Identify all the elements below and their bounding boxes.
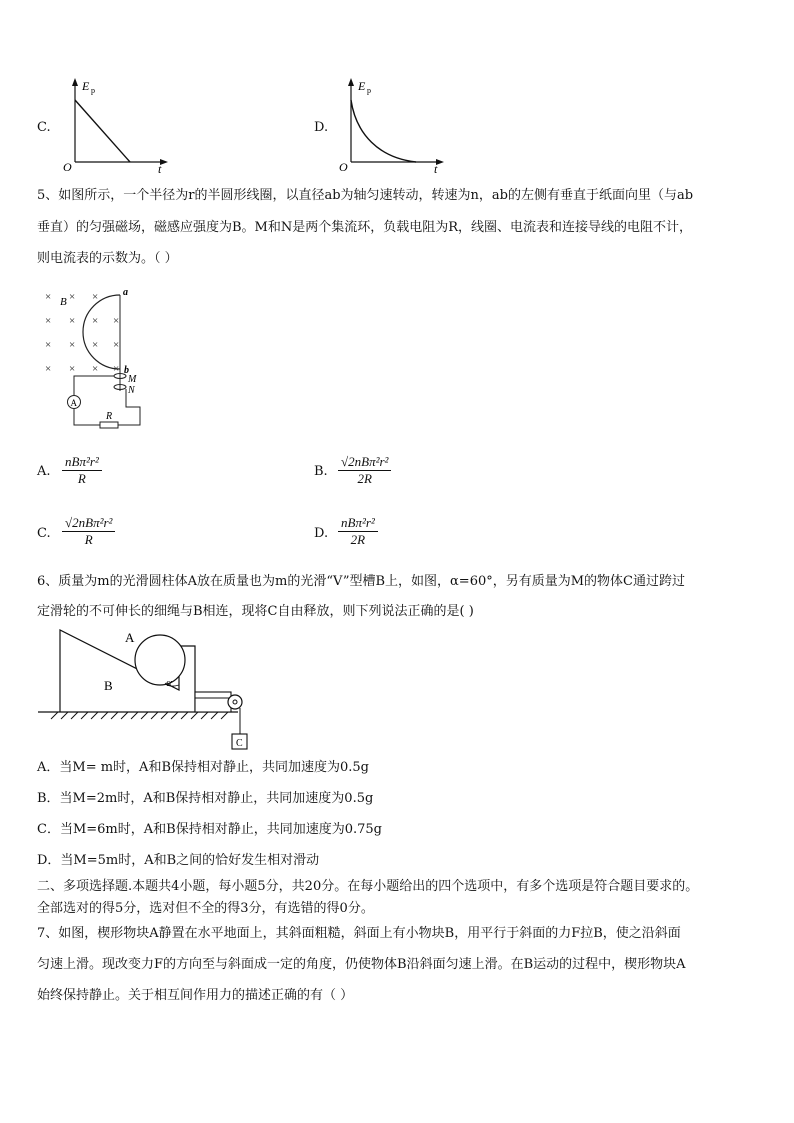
angle-alpha-label: α	[166, 677, 172, 689]
q7-line2: 匀速上滑。现改变力F的方向至与斜面成一定的角度，仍使物体B沿斜面匀速上滑。在B运动的过程中，楔形物块A	[37, 957, 686, 972]
section2-line2: 全部选对的得5分，选对但不全的得3分，有选错的得0分。	[37, 901, 374, 916]
resistor-label: R	[106, 411, 113, 422]
svg-text:×: ×	[45, 291, 52, 303]
q5-stem-line2: 垂直）的匀强磁场，磁感应强度为B。M和N是两个集流环，负载电阻为R，线圈、电流表和连接导线的电阻不计，	[37, 220, 693, 235]
svg-text:×: ×	[113, 339, 120, 351]
graph-d	[334, 74, 452, 174]
graph-c-ylabel: E	[82, 79, 90, 93]
q6-stem-line2: 定滑轮的不可伸长的细绳与B相连，现将C自由释放，则下列说法正确的是( )	[37, 604, 474, 619]
q6-figure	[38, 626, 258, 754]
magnetic-field-crosses	[45, 291, 119, 375]
q6-option-d[interactable]: D．当M=5m时，A和B之间的恰好发生相对滑动	[37, 853, 320, 868]
graph-d-ylabel: E	[358, 79, 366, 93]
label-N: N	[128, 385, 135, 396]
q5-option-c-fraction: √2nBπ²r² R	[62, 515, 115, 548]
svg-text:×: ×	[113, 363, 120, 375]
q5-option-d-label[interactable]: D.	[314, 526, 329, 541]
q5-option-a-fraction: nBπ²r² R	[62, 454, 102, 487]
label-b: b	[124, 365, 129, 376]
svg-text:×: ×	[45, 339, 52, 351]
graph-d-origin: O	[339, 160, 348, 174]
svg-text:×: ×	[92, 363, 99, 375]
ammeter-label: A	[70, 398, 77, 408]
q5-stem-line1: 5、如图所示，一个半径为r的半圆形线圈，以直径ab为轴匀速转动，转速为n，ab的左侧有垂直于纸面向里（与ab	[37, 188, 694, 203]
svg-text:×: ×	[92, 315, 99, 327]
q5-option-c-label[interactable]: C.	[37, 526, 51, 541]
graph-c	[58, 74, 176, 174]
cylinder-A-label: A	[125, 630, 135, 645]
section2-line1: 二、多项选择题.本题共4小题，每小题5分，共20分。在每小题给出的四个选项中，有多个选项是符合题目要求的。	[37, 879, 699, 894]
option-c-label[interactable]: C.	[37, 120, 51, 135]
svg-text:×: ×	[92, 291, 99, 303]
label-a: a	[123, 287, 128, 298]
graph-c-ysub: p	[91, 86, 95, 95]
graph-d-xlabel: t	[434, 162, 438, 174]
svg-text:×: ×	[45, 363, 52, 375]
groove-B-label: B	[104, 678, 113, 693]
ground-hatching	[51, 712, 228, 719]
svg-text:×: ×	[92, 339, 99, 351]
q7-line1: 7、如图，楔形物块A静置在水平地面上，其斜面粗糙，斜面上有小物块B，用平行于斜面的力F拉B，使之沿斜面	[37, 926, 681, 941]
block-C-label: C	[236, 738, 243, 749]
q5-option-b-label[interactable]: B.	[314, 464, 328, 479]
graph-c-xlabel: t	[158, 162, 162, 174]
q5-option-d-fraction: nBπ²r² 2R	[338, 515, 378, 548]
graph-d-ysub: p	[367, 86, 371, 95]
q7-line3: 始终保持静止。关于相互间作用力的描述正确的有（ ）	[37, 988, 354, 1003]
svg-text:×: ×	[113, 315, 120, 327]
label-M: M	[128, 374, 137, 385]
svg-text:×: ×	[45, 315, 52, 327]
svg-text:×: ×	[69, 339, 76, 351]
q5-option-a-label[interactable]: A.	[37, 464, 51, 479]
q6-option-b[interactable]: B．当M=2m时，A和B保持相对静止，共同加速度为0.5g	[37, 791, 374, 806]
graph-c-origin: O	[63, 160, 72, 174]
label-B: B	[60, 296, 67, 308]
svg-text:×: ×	[69, 291, 76, 303]
q6-option-a[interactable]: A．当M= m时，A和B保持相对静止，共同加速度为0.5g	[37, 760, 369, 775]
option-d-label[interactable]: D.	[314, 120, 329, 135]
q6-stem-line1: 6、质量为m的光滑圆柱体A放在质量也为m的光滑“V”型槽B上，如图，α=60°，另有质量为M的物体C通过跨过	[37, 574, 685, 589]
svg-text:×: ×	[69, 363, 76, 375]
q5-option-b-fraction: √2nBπ²r² 2R	[338, 454, 391, 487]
q5-stem-line3: 则电流表的示数为。（ ）	[37, 251, 178, 266]
svg-text:×: ×	[69, 315, 76, 327]
q6-option-c[interactable]: C．当M=6m时，A和B保持相对静止，共同加速度为0.75g	[37, 822, 382, 837]
q5-figure	[40, 283, 150, 433]
